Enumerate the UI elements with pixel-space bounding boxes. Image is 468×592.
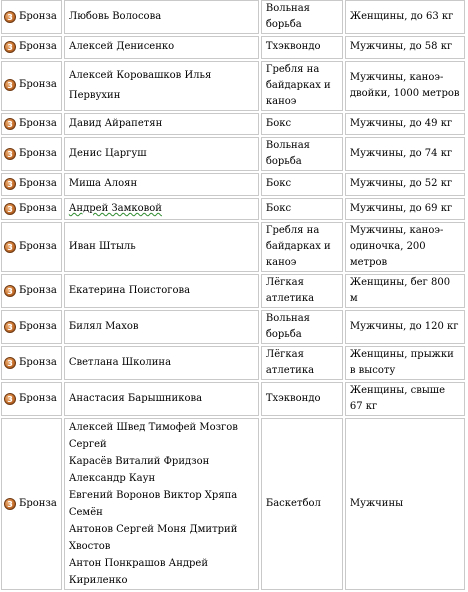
medal-label: Бронза [19,147,57,159]
event-cell: Женщины, до 63 кг [345,0,465,34]
medal-cell [1,61,62,111]
bronze-medal-icon: 3 [4,148,16,160]
table-row [1,0,465,34]
event-cell: Мужчины, до 120 кг [345,310,465,344]
sport-cell: Лёгкая атлетика [261,274,343,308]
athlete-names: Иван Штыль [64,222,259,272]
athlete-names: Денис Царгуш [64,137,259,171]
sport-cell: Гребля на байдарках и каноэ [261,61,343,111]
table-row [1,137,465,171]
athlete-names: Миша Алоян [64,173,259,196]
event-cell: Женщины, прыжки в высоту [345,346,465,380]
medal-label: Бронза [19,392,57,404]
bronze-medal-icon: 3 [4,498,16,510]
team-names-line [69,453,254,487]
event-cell: Мужчины, каноэ-одиночка, 200 метров [345,222,465,272]
athlete-names [64,198,259,221]
team-names [64,418,259,590]
event-cell: Мужчины, до 49 кг [345,113,465,136]
sport-cell: Тхэквондо [261,36,343,59]
athlete-names: Алексей Коровашков Илья Первухин [64,61,259,111]
sport-cell: Бокс [261,198,343,221]
athlete-names: Алексей Денисенко [64,36,259,59]
medal-cell [1,274,62,308]
athlete-names: Екатерина Поистогова [64,274,259,308]
bronze-medal-icon: 3 [4,11,16,23]
medal-cell [1,418,62,590]
athlete-name-link[interactable]: Андрей Замковой [68,202,162,214]
medal-label: Бронза [19,202,57,214]
medal-cell [1,222,62,272]
sport-cell: Баскетбол [261,418,343,590]
medal-label: Бронза [19,284,57,296]
medal-cell [1,382,62,416]
event-cell: Женщины, бег 800 м [345,274,465,308]
medal-cell [1,198,62,221]
table-row [1,198,465,221]
athlete-names: Светлана Школина [64,346,259,380]
sport-cell: Гребля на байдарках и каноэ [261,222,343,272]
bronze-medal-icon: 3 [4,285,16,297]
team-names-line: Евгений Воронов Виктор Хряпа Семён [68,490,238,518]
bronze-medal-icon: 3 [4,79,16,91]
medal-cell [1,137,62,171]
sport-cell: Вольная борьба [261,310,343,344]
team-names-line: Антонов Сергей Моня Дмитрий Хвостов [68,524,238,552]
medal-cell [1,36,62,59]
athlete-names: Билял Махов [64,310,259,344]
medal-label: Бронза [19,240,57,252]
table-row [1,61,465,111]
medal-label: Бронза [19,41,57,52]
bronze-medal-icon: 3 [4,203,16,215]
table-row [1,222,465,272]
sport-cell: Вольная борьба [261,137,343,171]
medal-cell [1,310,62,344]
medal-label: Бронза [19,10,57,22]
athlete-names: Анастасия Барышникова [64,382,259,416]
event-cell: Мужчины, до 74 кг [345,137,465,171]
bronze-medal-icon: 3 [4,393,16,405]
table-row [1,113,465,136]
sport-cell: Лёгкая атлетика [261,346,343,380]
table-row [1,274,465,308]
bronze-medal-icon: 3 [4,118,16,130]
medal-cell [1,0,62,34]
sport-cell: Бокс [261,113,343,136]
medal-cell [1,346,62,380]
medal-cell [1,173,62,196]
bronze-medal-icon: 3 [4,357,16,369]
team-names-line: Антон Понкрашов Андрей Кириленко [68,558,209,586]
event-cell: Мужчины, до 58 кг [345,36,465,59]
team-names-line-text: Карасёв Виталий Фридзон Александр Каун [68,456,210,484]
athlete-names: Любовь Волосова [64,0,259,34]
medal-label: Бронза [19,497,57,509]
medal-label: Бронза [19,79,57,91]
table-row [1,382,465,416]
team-names-line: Алексей Швед Тимофей Мозгов Сергей [68,422,238,450]
event-cell: Мужчины, каноэ-двойки, 1000 метров [345,61,465,111]
table-row [1,418,465,590]
athlete-names: Давид Айрапетян [64,113,259,136]
medal-label: Бронза [19,117,57,129]
sport-cell: Тхэквондо [261,382,343,416]
sport-cell: Вольная борьба [261,0,343,34]
event-cell: Женщины, свыше 67 кг [345,382,465,416]
table-row [1,36,465,59]
medal-label: Бронза [19,356,57,368]
medal-label: Бронза [19,178,57,189]
event-cell: Мужчины, до 52 кг [345,173,465,196]
event-cell: Мужчины [345,418,465,590]
medal-cell [1,113,62,136]
bronze-medal-icon: 3 [4,41,16,53]
table-row [1,346,465,380]
sport-cell: Бокс [261,173,343,196]
bronze-medal-icon: 3 [4,178,16,190]
event-cell: Мужчины, до 69 кг [345,198,465,221]
table-row [1,173,465,196]
bronze-medal-icon: 3 [4,241,16,253]
table-row [1,310,465,344]
bronze-medal-icon: 3 [4,321,16,333]
medal-label: Бронза [19,320,57,332]
